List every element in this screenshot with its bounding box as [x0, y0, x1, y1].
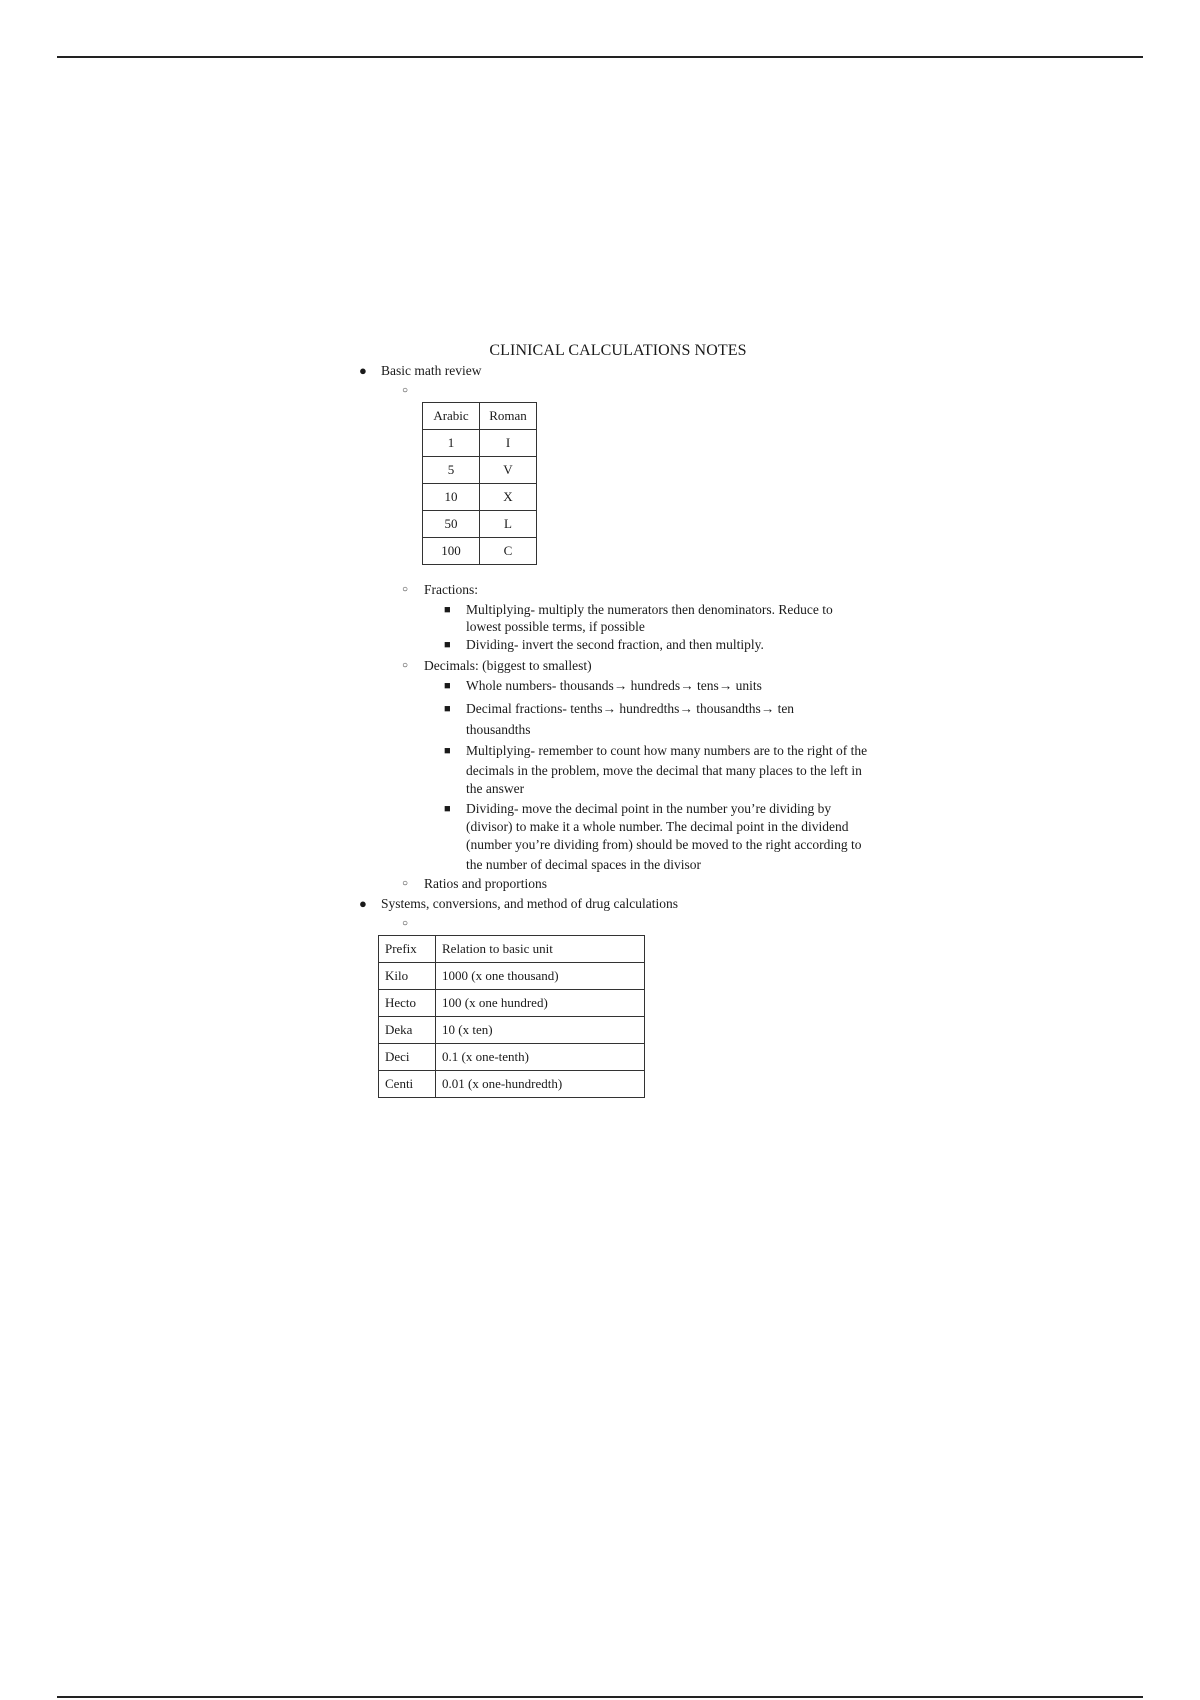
- table-cell: C: [480, 538, 537, 565]
- circle-bullet: ○: [402, 878, 409, 889]
- table-row: [423, 457, 537, 484]
- circle-bullet: ○: [402, 660, 409, 671]
- fractions-item-text: Dividing- invert the second fraction, and then multiply.: [466, 637, 764, 652]
- table-cell: I: [480, 430, 537, 457]
- circle-bullet: ○: [402, 918, 409, 929]
- circle-bullet: ○: [402, 584, 409, 595]
- table-cell: 1: [423, 430, 480, 457]
- table-cell: 100: [423, 538, 480, 565]
- decimals-item-text: Dividing- move the decimal point in the number you’re dividing by: [466, 801, 832, 816]
- table-row: [379, 990, 645, 1017]
- page-title: CLINICAL CALCULATIONS NOTES: [489, 342, 747, 359]
- table-header-cell: Prefix: [379, 936, 436, 963]
- table-cell: Hecto: [379, 990, 436, 1017]
- decimals-item-text: Whole numbers- thousands→ hundreds→ tens→ units: [466, 678, 762, 693]
- square-bullet: ■: [444, 680, 451, 692]
- circle-bullet: ○: [402, 385, 409, 396]
- table-header-cell: Arabic: [423, 403, 480, 430]
- ratios-label: Ratios and proportions: [424, 876, 547, 891]
- square-bullet: ■: [444, 703, 451, 715]
- table-cell: 1000 (x one thousand): [436, 963, 645, 990]
- decimals-item-text: Multiplying- remember to count how many numbers are to the right of the: [466, 743, 868, 758]
- table-row: [423, 430, 537, 457]
- disc-bullet: ●: [359, 896, 367, 911]
- decimals-item-text: decimals in the problem, move the decimal that many places to the left in: [466, 763, 862, 778]
- table-cell: Kilo: [379, 963, 436, 990]
- table-cell: Deka: [379, 1017, 436, 1044]
- table-cell: 10: [423, 484, 480, 511]
- decimals-item-text: (divisor) to make it a whole number. The decimal point in the dividend: [466, 819, 849, 834]
- fractions-item-text: lowest possible terms, if possible: [466, 619, 645, 634]
- table-cell: 100 (x one hundred): [436, 990, 645, 1017]
- table-cell: 50: [423, 511, 480, 538]
- table-cell: 10 (x ten): [436, 1017, 645, 1044]
- table-row: [423, 484, 537, 511]
- table-row: [423, 538, 537, 565]
- table-cell: L: [480, 511, 537, 538]
- decimals-item-text: the answer: [466, 781, 525, 796]
- disc-bullet: ●: [359, 363, 367, 378]
- table-row: [379, 963, 645, 990]
- table-cell: 0.01 (x one-hundredth): [436, 1071, 645, 1098]
- square-bullet: ■: [444, 745, 451, 757]
- table-row: [423, 511, 537, 538]
- fractions-label: Fractions:: [424, 582, 478, 597]
- table-row: [379, 1071, 645, 1098]
- table-header-cell: Roman: [480, 403, 537, 430]
- square-bullet: ■: [444, 604, 451, 616]
- table-cell: 0.1 (x one-tenth): [436, 1044, 645, 1071]
- square-bullet: ■: [444, 803, 451, 815]
- table-cell: Deci: [379, 1044, 436, 1071]
- table-cell: Centi: [379, 1071, 436, 1098]
- decimals-item-text: the number of decimal spaces in the divisor: [466, 857, 702, 872]
- square-bullet: ■: [444, 639, 451, 651]
- table-row: [379, 936, 645, 963]
- table-cell: V: [480, 457, 537, 484]
- table-cell: 5: [423, 457, 480, 484]
- decimals-item-text: thousandths: [466, 722, 531, 737]
- roman-numeral-table: [422, 402, 537, 565]
- decimals-item-text: Decimal fractions- tenths→ hundredths→ thousandths→ ten: [466, 701, 795, 716]
- table-row: [423, 403, 537, 430]
- table-cell: X: [480, 484, 537, 511]
- decimals-item-text: (number you’re dividing from) should be moved to the right according to: [466, 837, 862, 852]
- decimals-label: Decimals: (biggest to smallest): [424, 658, 592, 673]
- metric-prefix-table: [378, 935, 645, 1098]
- section-systems-label: Systems, conversions, and method of drug calculations: [381, 896, 678, 911]
- table-row: [379, 1017, 645, 1044]
- section-basic-math-label: Basic math review: [381, 363, 482, 378]
- fractions-item-text: Multiplying- multiply the numerators then denominators. Reduce to: [466, 602, 833, 617]
- table-row: [379, 1044, 645, 1071]
- table-header-cell: Relation to basic unit: [436, 936, 645, 963]
